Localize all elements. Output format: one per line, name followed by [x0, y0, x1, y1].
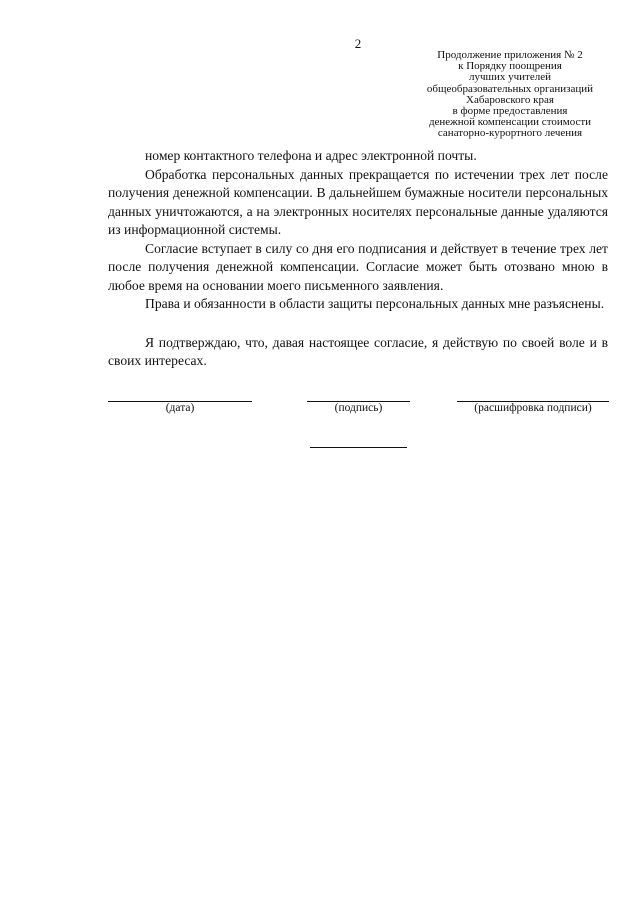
annex-header	[400, 50, 620, 140]
paragraph-consent-validity: Согласие вступает в силу со дня его подписания и действует в течение трех лет после получения денежной компенсации. Согласие может быть отозвано мною в любое время на основании моего письменного заявления.	[108, 240, 608, 293]
annex-header-line: Продолжение приложения № 2	[437, 49, 583, 61]
end-line	[310, 447, 407, 448]
paragraph-contacts: номер контактного телефона и адрес электронной почты.	[145, 148, 477, 163]
decryption-label: (расшифровка подписи)	[474, 402, 592, 414]
signature-label: (подпись)	[334, 402, 383, 414]
annex-header-line: общеобразовательных организаций	[426, 82, 594, 95]
annex-header-line: денежной компенсации стоимости	[428, 116, 592, 129]
date-label: (дата)	[165, 402, 195, 414]
paragraph-confirmation: Я подтверждаю, что, давая настоящее согласие, я действую по своей воле и в своих интересах.	[108, 334, 608, 368]
consent-body	[108, 147, 608, 371]
annex-header-line: к Порядку поощрения	[458, 60, 562, 73]
annex-header-line: в форме предоставления	[452, 105, 568, 118]
page-number: 2	[354, 36, 362, 51]
paragraph-rights-explained: Права и обязанности в области защиты персональных данных мне разъяснены.	[145, 296, 605, 311]
annex-header-line: санаторно-курортного лечения	[437, 127, 583, 140]
paragraph-processing-termination: Обработка персональных данных прекращается по истечении трех лет после получения денежной компенсации. В дальнейшем бумажные носители персональных данных уничтожаются, а на электронных носителях персональные данные удаляются из информационной системы.	[108, 166, 608, 237]
annex-header-line: Хабаровского края	[466, 93, 554, 106]
annex-header-line: лучших учителей	[469, 71, 551, 84]
